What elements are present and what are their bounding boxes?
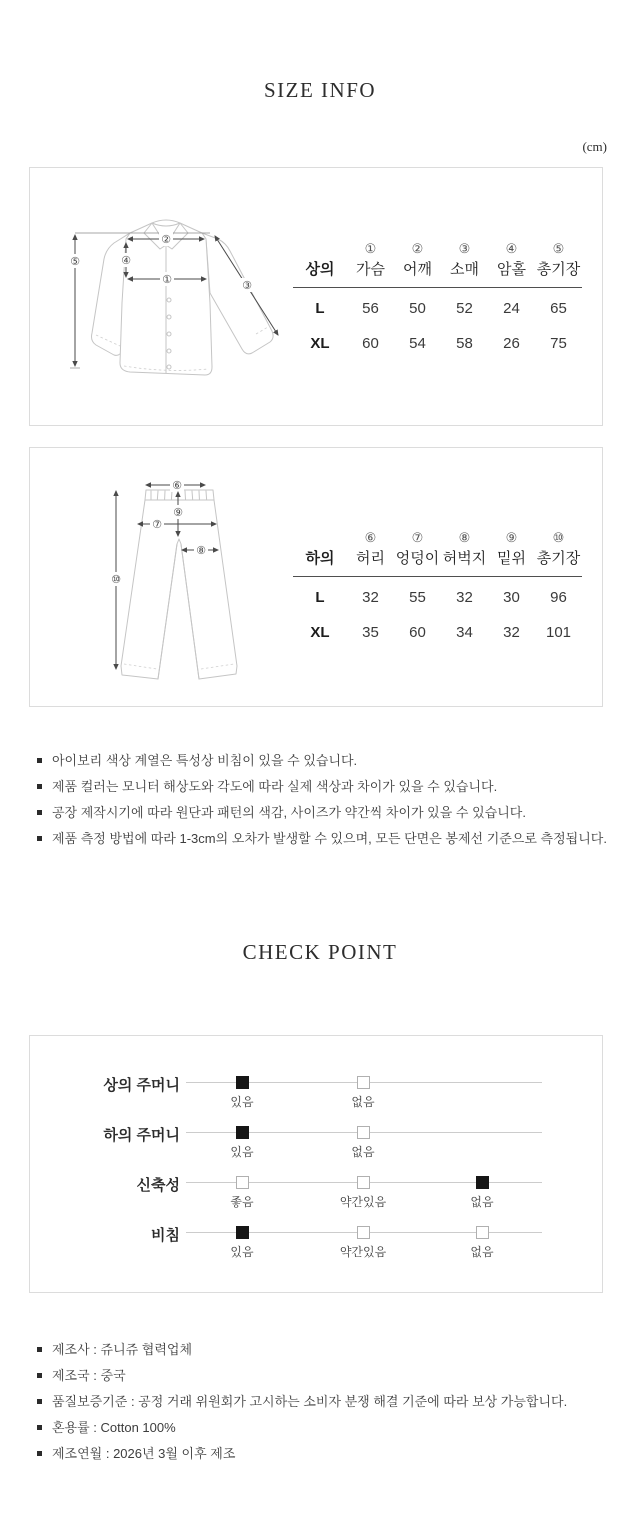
measure-4-label: ④	[121, 254, 131, 267]
check-option	[333, 1176, 393, 1210]
option-label: 있음	[230, 1145, 254, 1159]
check-option	[333, 1076, 393, 1110]
measure-9-label: ⑨	[173, 506, 183, 519]
col-num: ⑩	[552, 530, 565, 545]
size-value: 32	[503, 624, 520, 641]
size-value: 56	[362, 300, 379, 317]
col-label: 허리	[356, 550, 385, 567]
measure-2-label: ②	[161, 233, 171, 246]
size-value: 30	[503, 589, 520, 606]
measure-7-label: ⑦	[152, 518, 162, 531]
table-title: 하의	[305, 550, 335, 567]
size-value: 101	[545, 624, 572, 641]
size-value: 52	[456, 300, 473, 317]
col-label: 총기장	[536, 261, 581, 278]
option-label: 있음	[230, 1245, 254, 1259]
col-num: ⑧	[458, 530, 471, 545]
option-label: 없음	[351, 1095, 375, 1109]
size-notes-list	[37, 752, 607, 856]
shirt-diagram	[60, 183, 300, 408]
check-point-box	[29, 1035, 603, 1293]
measure-3-label: ③	[242, 279, 252, 292]
check-point-label: 신축성	[136, 1177, 180, 1194]
note-item: 제품 컬러는 모니터 해상도와 각도에 따라 실제 색상과 차이가 있을 수 있습니다.	[37, 778, 607, 795]
option-label: 좋음	[230, 1195, 254, 1209]
top-size-table	[293, 240, 582, 361]
bullet-icon	[37, 1399, 42, 1404]
col-label: 암홀	[497, 261, 526, 278]
col-num: ⑦	[411, 530, 424, 545]
product-info-list	[37, 1341, 607, 1471]
measure-1-label: ①	[162, 273, 172, 286]
col-num: ⑥	[364, 530, 377, 545]
check-option	[212, 1076, 272, 1110]
size-value: 32	[456, 589, 473, 606]
option-checkbox	[476, 1176, 489, 1189]
size-value: 60	[409, 624, 426, 641]
check-point-label: 비침	[151, 1227, 180, 1244]
bullet-icon	[37, 1347, 42, 1352]
check-option	[333, 1126, 393, 1160]
col-num: ④	[505, 241, 518, 256]
size-info-title: SIZE INFO	[263, 78, 377, 102]
check-point-label: 하의 주머니	[103, 1127, 180, 1144]
note-item: 제품 측정 방법에 따라 1-3cm의 오차가 발생할 수 있으며, 모든 단면은 봉제선 기준으로 측정됩니다.	[37, 830, 607, 847]
col-label: 어깨	[403, 261, 432, 278]
size-row: XL 60 54 58 26 75	[293, 326, 582, 361]
size-value: 35	[362, 624, 379, 641]
option-checkbox	[357, 1076, 370, 1089]
col-num: ②	[411, 241, 424, 256]
check-point-row	[30, 1160, 602, 1208]
check-option	[452, 1176, 512, 1210]
col-num: ⑤	[552, 241, 565, 256]
col-label: 허벅지	[442, 550, 487, 567]
note-item: 품질보증기준 : 공정 거래 위원회가 고시하는 소비자 분쟁 해결 기준에 따라 보상 가능합니다.	[37, 1393, 607, 1410]
option-label: 없음	[470, 1245, 494, 1259]
size-row: L 32 55 32 30 96	[293, 580, 582, 615]
measure-10-label: ⑩	[111, 573, 121, 586]
measure-8-label: ⑧	[196, 544, 206, 557]
bullet-icon	[37, 810, 42, 815]
check-point-row	[30, 1110, 602, 1158]
col-num: ①	[364, 241, 377, 256]
option-label: 있음	[230, 1095, 254, 1109]
col-num: ⑨	[505, 530, 518, 545]
option-checkbox	[357, 1176, 370, 1189]
check-option	[452, 1226, 512, 1260]
col-label: 소매	[450, 261, 479, 278]
note-item: 제조국 : 중국	[37, 1367, 607, 1384]
table-header	[293, 529, 582, 577]
note-item: 제조사 : 쥬니쥬 협력업체	[37, 1341, 607, 1358]
bottom-size-table	[293, 529, 582, 650]
measure-6-label: ⑥	[172, 479, 182, 492]
size-value: 32	[362, 589, 379, 606]
size-value: 26	[503, 335, 520, 352]
bullet-icon	[37, 836, 42, 841]
size-value: 75	[550, 335, 567, 352]
col-label: 가슴	[356, 261, 385, 278]
bottom-size-box	[29, 447, 603, 707]
size-value: 50	[409, 300, 426, 317]
size-value: 55	[409, 589, 426, 606]
size-row: XL 35 60 34 32 101	[293, 615, 582, 650]
table-title: 상의	[305, 261, 335, 278]
bullet-icon	[37, 758, 42, 763]
size-value: 54	[409, 335, 426, 352]
option-label: 약간있음	[339, 1195, 387, 1209]
bullet-icon	[37, 1451, 42, 1456]
note-item: 제조연월 : 2026년 3월 이후 제조	[37, 1445, 607, 1462]
note-item: 아이보리 색상 계열은 특성상 비침이 있을 수 있습니다.	[37, 752, 607, 769]
note-item: 공장 제작시기에 따라 원단과 패턴의 색감, 사이즈가 약간씩 차이가 있을 수 있습니다.	[37, 804, 607, 821]
col-num: ③	[458, 241, 471, 256]
check-point-row	[30, 1210, 602, 1258]
note-item: 혼용률 : Cotton 100%	[37, 1419, 607, 1436]
size-row: L 56 50 52 24 65	[293, 291, 582, 326]
check-option	[212, 1126, 272, 1160]
check-option	[212, 1176, 272, 1210]
check-option	[212, 1226, 272, 1260]
option-checkbox	[357, 1126, 370, 1139]
pants-diagram	[85, 468, 265, 693]
option-checkbox	[236, 1226, 249, 1239]
option-checkbox	[236, 1176, 249, 1189]
col-label: 엉덩이	[395, 550, 440, 567]
measure-5-label: ⑤	[70, 255, 80, 268]
option-label: 없음	[351, 1145, 375, 1159]
unit-label: (cm)	[582, 139, 607, 154]
size-value: 58	[456, 335, 473, 352]
check-point-title: CHECK POINT	[242, 940, 398, 964]
top-size-box	[29, 167, 603, 426]
option-checkbox	[236, 1126, 249, 1139]
option-checkbox	[357, 1226, 370, 1239]
size-value: 60	[362, 335, 379, 352]
option-checkbox	[236, 1076, 249, 1089]
bullet-icon	[37, 784, 42, 789]
bullet-icon	[37, 1425, 42, 1430]
col-label: 밑위	[497, 550, 526, 567]
option-label: 없음	[470, 1195, 494, 1209]
size-value: 24	[503, 300, 520, 317]
col-label: 총기장	[536, 550, 581, 567]
option-checkbox	[476, 1226, 489, 1239]
size-value: 34	[456, 624, 473, 641]
option-label: 약간있음	[339, 1245, 387, 1259]
size-value: 96	[550, 589, 567, 606]
size-value: 65	[550, 300, 567, 317]
table-header	[293, 240, 582, 288]
check-point-label: 상의 주머니	[103, 1077, 180, 1094]
bullet-icon	[37, 1373, 42, 1378]
check-point-row	[30, 1060, 602, 1108]
check-option	[333, 1226, 393, 1260]
